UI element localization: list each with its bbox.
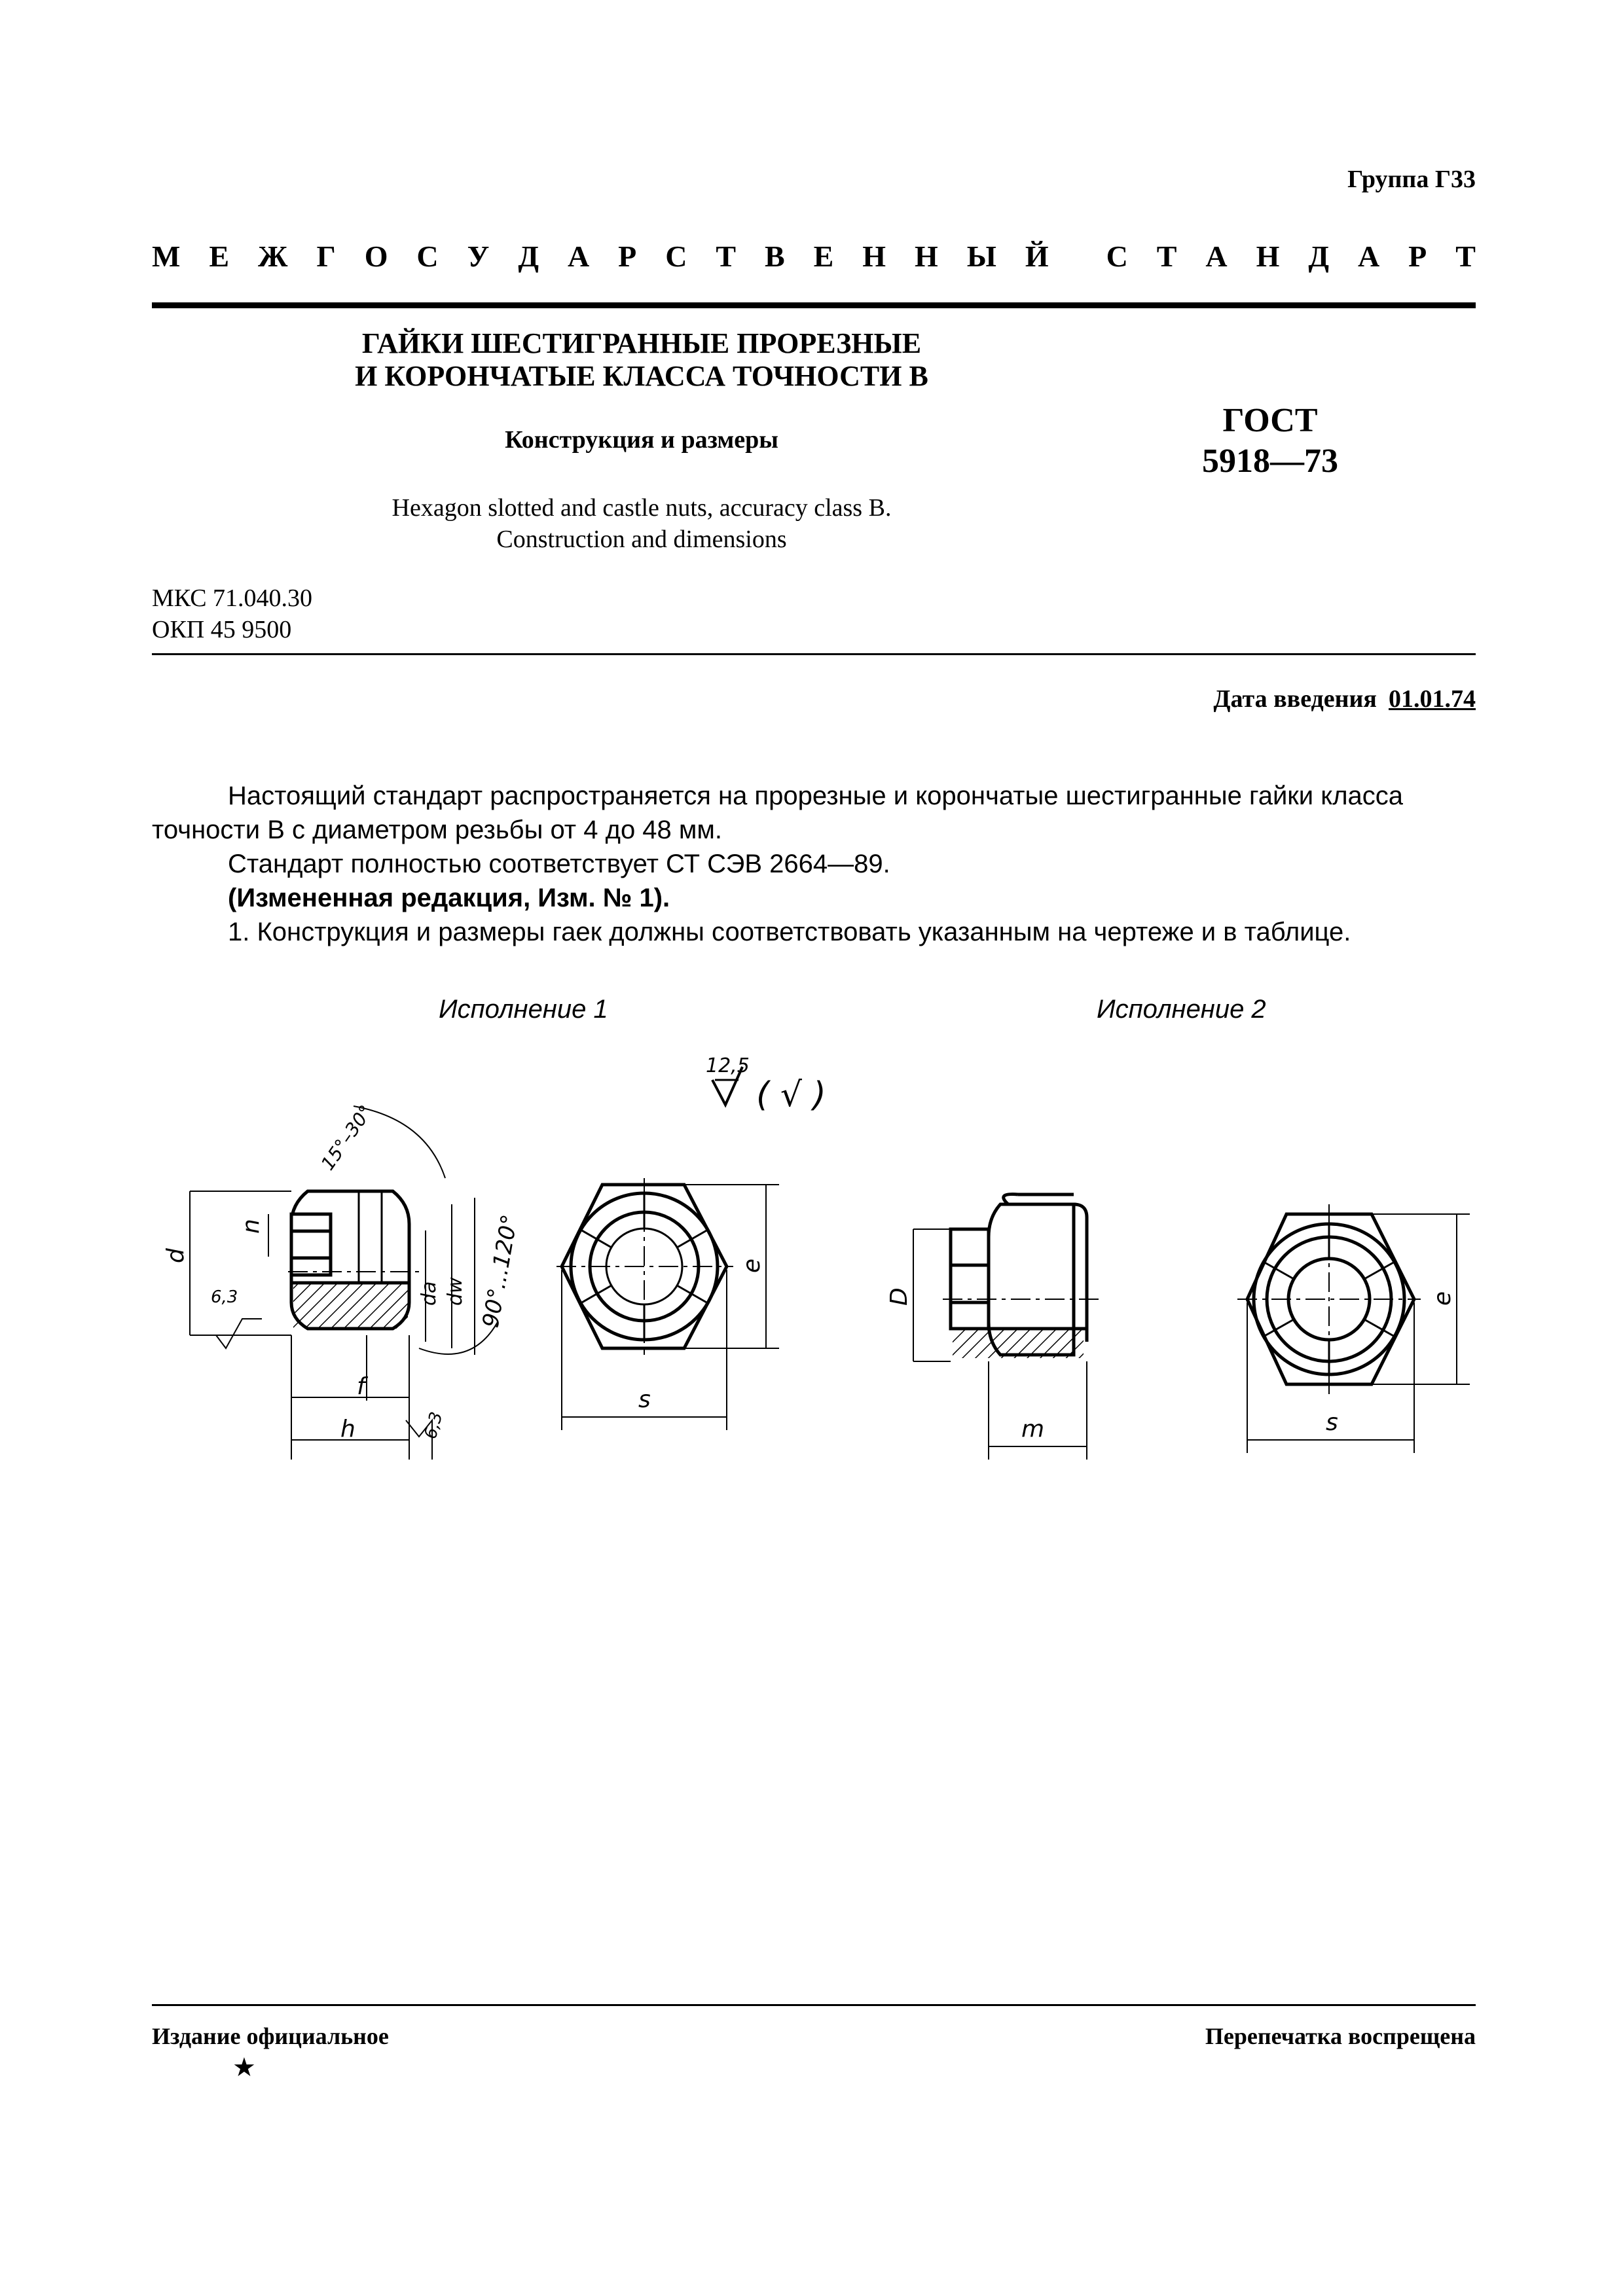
- heading-letter: Т: [716, 240, 737, 273]
- heading-letter: А: [1205, 240, 1228, 273]
- heading-letter: Е: [813, 240, 834, 273]
- label-m: m: [1021, 1416, 1045, 1443]
- roughness-symbol: [706, 1054, 826, 1115]
- label-s-1: s: [638, 1386, 651, 1413]
- footer-divider: [152, 2004, 1476, 2006]
- label-e-1: e: [739, 1258, 765, 1273]
- heading-letter: Н: [915, 240, 938, 273]
- heading-letter: Т: [1156, 240, 1177, 273]
- gost-label: ГОСТ: [1222, 402, 1318, 439]
- codes-divider: [152, 653, 1476, 655]
- heading-letter: С: [1106, 240, 1128, 273]
- group-code: Группа Г33: [1347, 166, 1476, 193]
- roughness-value: 12,5: [706, 1054, 750, 1077]
- label-f: f: [357, 1373, 365, 1400]
- standard-type-heading: [152, 239, 1476, 274]
- heading-letter: О: [364, 240, 388, 273]
- heading-letter: Ы: [966, 240, 996, 273]
- heading-letter: Д: [518, 240, 539, 273]
- date-value: 01.01.74: [1389, 685, 1476, 713]
- subtitle: Конструкция и размеры: [505, 426, 778, 454]
- heading-letter: Р: [618, 240, 637, 273]
- okp-code: ОКП 45 9500: [152, 616, 292, 643]
- english-title: [249, 492, 1034, 555]
- paragraph-scope: Настоящий стандарт распространяется на прорезные и корончатые шестигранные гайки класса точности В с диаметром резьбы от 4 до 48 мм.: [152, 781, 1404, 844]
- star-mark: ★: [232, 2053, 256, 2082]
- heading-letter: У: [467, 240, 490, 273]
- roughness-paren: ( √ ): [756, 1075, 826, 1115]
- heading-letter: М: [152, 240, 181, 273]
- variant-1-labels: [162, 1101, 523, 1443]
- label-h: h: [340, 1416, 356, 1443]
- variant-1-top-dims: [562, 1185, 779, 1430]
- title-line-2: И КОРОНЧАТЫЕ КЛАССА ТОЧНОСТИ В: [355, 360, 928, 392]
- variant-1-top-labels: [638, 1259, 765, 1413]
- date-label: Дата введения: [1213, 685, 1377, 713]
- variant-2-label: Исполнение 2: [1097, 995, 1266, 1024]
- gost-designation: [1172, 401, 1368, 482]
- heading-letter: С: [416, 240, 439, 273]
- label-angle-2: 90°...120°: [477, 1212, 524, 1330]
- heading-letter: Н: [862, 240, 886, 273]
- label-rough-1: 6,3: [211, 1287, 238, 1307]
- label-da: da: [418, 1281, 441, 1306]
- variant-2-side-view: [943, 1194, 1100, 1358]
- technical-drawing: [0, 1021, 1623, 1492]
- header-divider: [152, 302, 1476, 308]
- mks-code: МКС 71.040.30: [152, 584, 313, 612]
- heading-letter: Г: [316, 240, 336, 273]
- label-d: d: [162, 1248, 189, 1263]
- variant-1-top-view: [556, 1178, 733, 1355]
- variant-2-top-dims: [1247, 1214, 1470, 1453]
- english-title-line-1: Hexagon slotted and castle nuts, accuracy class B.: [392, 494, 892, 522]
- variant-1-side-view: [288, 1191, 419, 1329]
- title-line-1: ГАЙКИ ШЕСТИГРАННЫЕ ПРОРЕЗНЫЕ: [361, 327, 922, 359]
- introduction-date: [1213, 685, 1476, 713]
- body-text: [152, 779, 1476, 949]
- document-title: [249, 327, 1034, 393]
- reprint-prohibited-note: Перепечатка воспрещена: [1205, 2023, 1476, 2049]
- paragraph-clause-1: 1. Конструкция и размеры гаек должны соответствовать указанным на чертеже и в таблице.: [228, 918, 1351, 946]
- english-title-line-2: Construction and dimensions: [496, 526, 787, 553]
- label-rough-2: 6,3: [420, 1410, 447, 1441]
- official-edition-note: Издание официальное: [152, 2023, 389, 2049]
- label-angle-1: 15°–30°: [316, 1101, 377, 1175]
- label-s-2: s: [1326, 1409, 1338, 1436]
- label-D: D: [886, 1287, 913, 1306]
- classification-codes: [152, 583, 312, 645]
- heading-letter: А: [567, 240, 590, 273]
- label-dw: dw: [444, 1277, 467, 1306]
- heading-letter: В: [765, 240, 785, 273]
- gost-number: 5918—73: [1202, 442, 1338, 480]
- label-e-2: e: [1429, 1291, 1456, 1306]
- heading-letter: Й: [1025, 240, 1049, 273]
- heading-letter: Т: [1455, 240, 1476, 273]
- heading-letter: Е: [209, 240, 230, 273]
- heading-letter: А: [1357, 240, 1380, 273]
- heading-letter: Н: [1256, 240, 1280, 273]
- paragraph-amendment: (Измененная редакция, Изм. № 1).: [228, 884, 670, 912]
- heading-letter: Д: [1308, 240, 1329, 273]
- heading-letter: Ж: [258, 240, 288, 273]
- heading-letter: С: [665, 240, 687, 273]
- heading-letter: Р: [1408, 240, 1427, 273]
- paragraph-compliance: Стандарт полностью соответствует СТ СЭВ 2664—89.: [228, 850, 890, 878]
- label-n: n: [238, 1219, 264, 1234]
- variant-2-top-view: [1237, 1204, 1421, 1394]
- variant-1-label: Исполнение 1: [439, 995, 608, 1024]
